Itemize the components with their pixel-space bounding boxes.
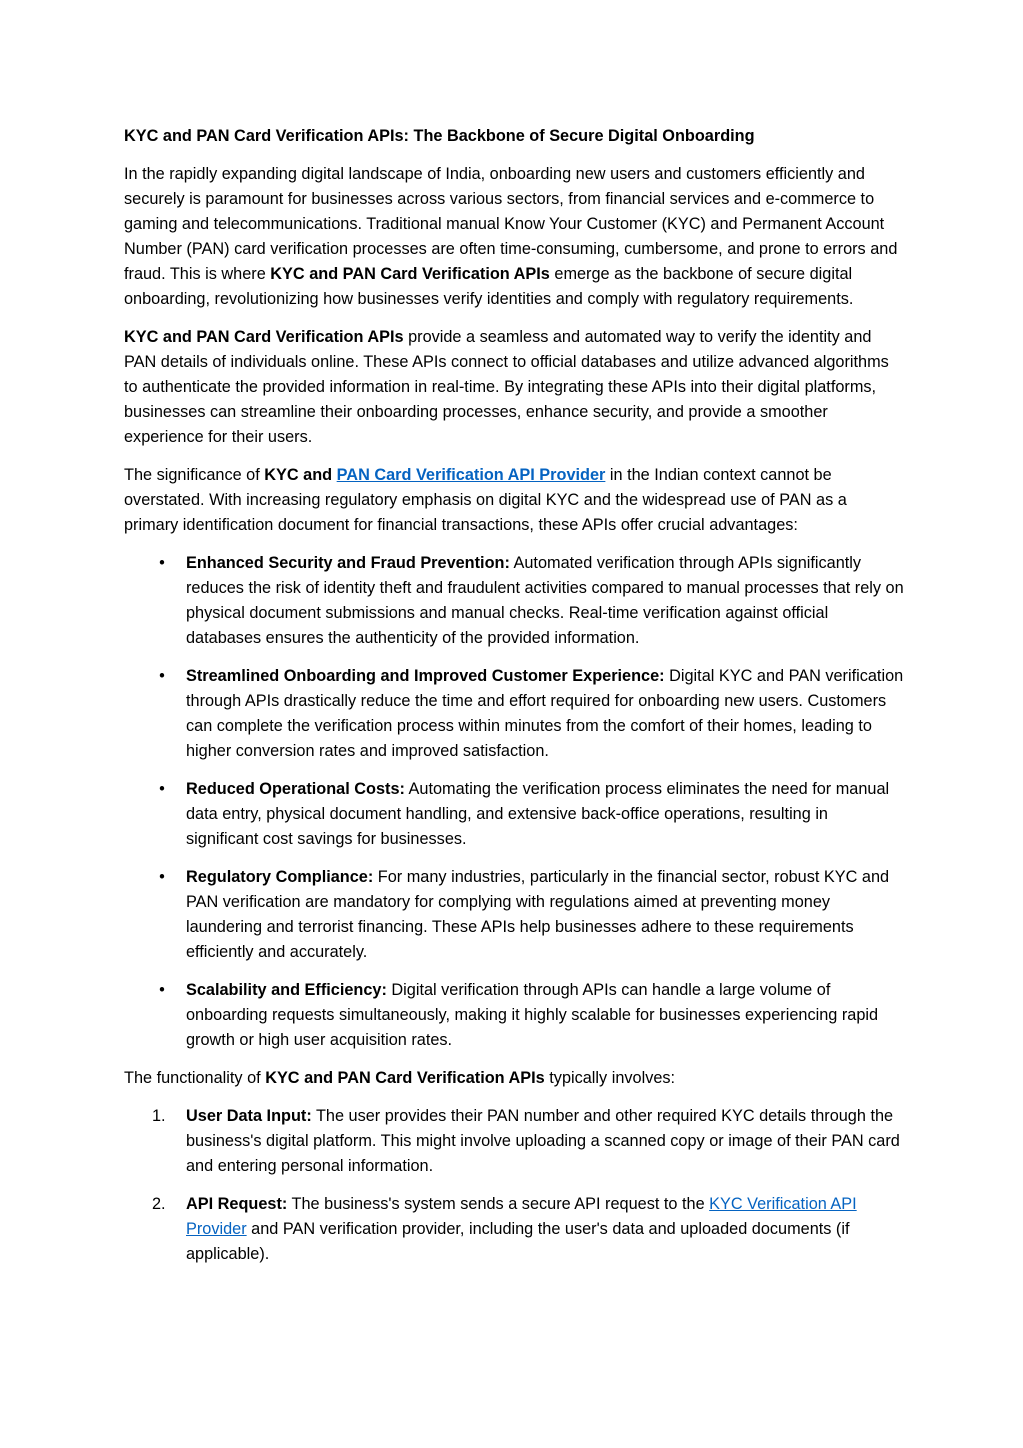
step-number: 1.: [152, 1107, 166, 1125]
bullet-icon: •: [159, 667, 165, 685]
apis-text: provide a seamless and automated way to verify the identity and PAN details of individuals online. These APIs connect to official databases and utilize advanced algorithms to authenticate the provided information in real-time. By integrating these APIs into their digital platforms, businesses can streamline their onboarding processes, enhance security, and provide a smoother experience for their users.: [124, 328, 889, 446]
benefit-heading: Reduced Operational Costs:: [186, 780, 405, 798]
significance-paragraph: [124, 463, 904, 538]
step-number: 2.: [152, 1195, 166, 1213]
benefit-heading: Scalability and Efficiency:: [186, 981, 387, 999]
step-heading: User Data Input:: [186, 1107, 312, 1125]
apis-bold: KYC and PAN Card Verification APIs: [124, 328, 404, 346]
bullet-icon: •: [159, 868, 165, 886]
benefit-heading: Regulatory Compliance:: [186, 868, 374, 886]
benefit-item: [124, 777, 904, 852]
benefit-text: Digital verification through APIs can handle a large volume of onboarding requests simultaneously, making it highly scalable for businesses experiencing rapid growth or high user acquisition rates.: [186, 981, 879, 1049]
benefits-list: [124, 551, 904, 1053]
intro-bold: KYC and PAN Card Verification APIs: [270, 265, 550, 283]
significance-text-a: The significance of: [124, 466, 265, 484]
functionality-text-a: The functionality of: [124, 1069, 266, 1087]
step-item: [124, 1192, 904, 1267]
benefit-item: [124, 551, 904, 651]
intro-text-a: In the rapidly expanding digital landscape of India, onboarding new users and customers efficiently and securely is paramount for businesses across various sectors, from financial services and e-commerce to gaming and telecommunications. Traditional manual Know Your Customer (KYC) and Permanent Account Number (PAN) card verification processes are often time-consuming, cumbersome, and prone to errors and fraud. This is where: [124, 165, 898, 283]
significance-text-b: in the Indian context cannot be overstated. With increasing regulatory emphasis on digital KYC and the widespread use of PAN as a primary identification document for financial transactions, these APIs offer crucial advantages:: [124, 466, 847, 534]
benefit-heading: Streamlined Onboarding and Improved Customer Experience:: [186, 667, 665, 685]
bullet-icon: •: [159, 554, 165, 572]
bullet-icon: •: [159, 780, 165, 798]
step-text-b: and PAN verification provider, including the user's data and uploaded documents (if applicable).: [186, 1220, 850, 1263]
significance-bold: KYC and: [264, 466, 337, 484]
bullet-icon: •: [159, 981, 165, 999]
steps-list: [124, 1104, 904, 1267]
pan-verification-provider-link[interactable]: PAN Card Verification API Provider: [336, 466, 606, 484]
benefit-item: [124, 664, 904, 764]
step-item: [124, 1104, 904, 1179]
step-text-a: The business's system sends a secure API request to the: [287, 1195, 710, 1213]
benefit-item: [124, 865, 904, 965]
benefit-text: Digital KYC and PAN verification through APIs drastically reduce the time and effort required for onboarding new users. Customers can complete the verification process within minutes from the comfort of their homes, leading to higher conversion rates and improved satisfaction.: [186, 667, 904, 760]
document-body: [124, 124, 904, 1280]
functionality-paragraph: [124, 1066, 904, 1091]
apis-paragraph: [124, 325, 904, 450]
intro-text-b: emerge as the backbone of secure digital onboarding, revolutionizing how businesses verify identities and comply with regulatory requirements.: [124, 265, 854, 308]
kyc-verification-provider-link[interactable]: KYC Verification API Provider: [186, 1195, 857, 1238]
benefit-text: For many industries, particularly in the financial sector, robust KYC and PAN verification are mandatory for complying with regulations aimed at preventing money laundering and terrorist financing. These APIs help businesses adhere to these requirements efficiently and accurately.: [186, 868, 890, 961]
benefit-text: Automating the verification process eliminates the need for manual data entry, physical document handling, and extensive back-office operations, resulting in significant cost savings for businesses.: [186, 780, 890, 848]
step-text: The user provides their PAN number and other required KYC details through the business's digital platform. This might involve uploading a scanned copy or image of their PAN card and entering personal information.: [186, 1107, 900, 1175]
functionality-bold: KYC and PAN Card Verification APIs: [265, 1069, 545, 1087]
document-title: KYC and PAN Card Verification APIs: The Backbone of Secure Digital Onboarding: [124, 127, 755, 145]
benefit-heading: Enhanced Security and Fraud Prevention:: [186, 554, 510, 572]
benefit-text: Automated verification through APIs significantly reduces the risk of identity theft and fraudulent activities compared to manual processes that rely on physical document submissions and manual checks. Real-time verification against official databases ensures the authenticity of the provided information.: [186, 554, 904, 647]
intro-paragraph: [124, 162, 904, 312]
functionality-text-b: typically involves:: [544, 1069, 676, 1087]
benefit-item: [124, 978, 904, 1053]
step-heading: API Request:: [186, 1195, 288, 1213]
